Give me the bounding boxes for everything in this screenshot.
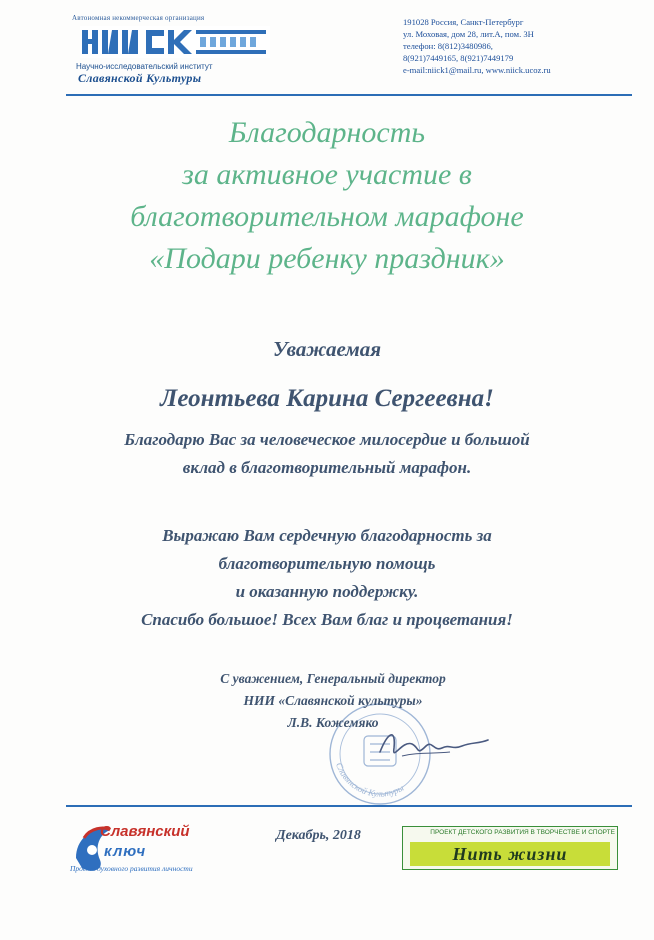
certificate-date: Декабрь, 2018 (276, 828, 361, 843)
institute-logo (72, 14, 272, 85)
thread-of-life-name: Нить жизни (410, 842, 610, 866)
slavic-key-sub: ключ (104, 843, 147, 860)
handwritten-signature (372, 722, 492, 770)
logo-institute-name: Славянской Культуры (78, 71, 202, 85)
logo-mark-icon (80, 24, 270, 60)
slavic-key-name: Славянский (100, 823, 190, 840)
title-line: Благодарность (228, 116, 426, 149)
paragraph-line: и оказанную поддержку. (235, 582, 419, 601)
title-line: благотворительном марафоне (130, 200, 524, 233)
email-line: e-mail:niick1@mail.ru, www.niick.ucoz.ru (403, 65, 551, 75)
thanks-paragraph (20, 426, 634, 482)
signature-line: Л.В. Кожемяко (287, 715, 379, 730)
logo-institute-type: Научно-исследовательский институт (76, 62, 213, 71)
gratitude-paragraph (20, 522, 634, 634)
paragraph-line: вклад в благотворительный марафон. (182, 458, 472, 477)
title-line: «Подари ребенку праздник» (149, 242, 505, 275)
certificate-title (0, 112, 654, 280)
stamp-text: Славянской Культуры (334, 761, 406, 799)
phone-line: 8(921)7449165, 8(921)7449179 (403, 53, 514, 63)
address-line: 191028 Россия, Санкт-Петербург (403, 17, 524, 27)
phone-line: телефон: 8(812)3480986, (403, 41, 493, 51)
slavic-key-caption: Проект духовного развития личности (70, 864, 193, 873)
paragraph-line: Спасибо большое! Всех Вам благ и процветания! (141, 610, 513, 629)
contact-block (403, 16, 633, 76)
footer-divider (66, 805, 632, 807)
signature-line: НИИ «Славянской культуры» (243, 693, 423, 708)
paragraph-line: Благодарю Вас за человеческое милосердие и большой (124, 430, 530, 449)
paragraph-line: Выражаю Вам сердечную благодарность за (162, 526, 492, 545)
header-divider (66, 94, 632, 96)
paragraph-line: благотворительную помощь (218, 554, 436, 573)
thread-of-life-tagline: ПРОЕКТ ДЕТСКОГО РАЗВИТИЯ В ТВОРЧЕСТВЕ И СПОРТЕ (430, 829, 615, 836)
signature-line: С уважением, Генеральный директор (220, 671, 446, 686)
logo-tagline: Автономная некоммерческая организация (72, 14, 205, 22)
title-line: за активное участие в (182, 158, 472, 191)
salutation: Уважаемая (272, 337, 382, 361)
address-line: ул. Моховая, дом 28, лит.А, пом. 3Н (403, 29, 534, 39)
recipient-name: Леонтьева Карина Сергеевна! (160, 385, 494, 412)
